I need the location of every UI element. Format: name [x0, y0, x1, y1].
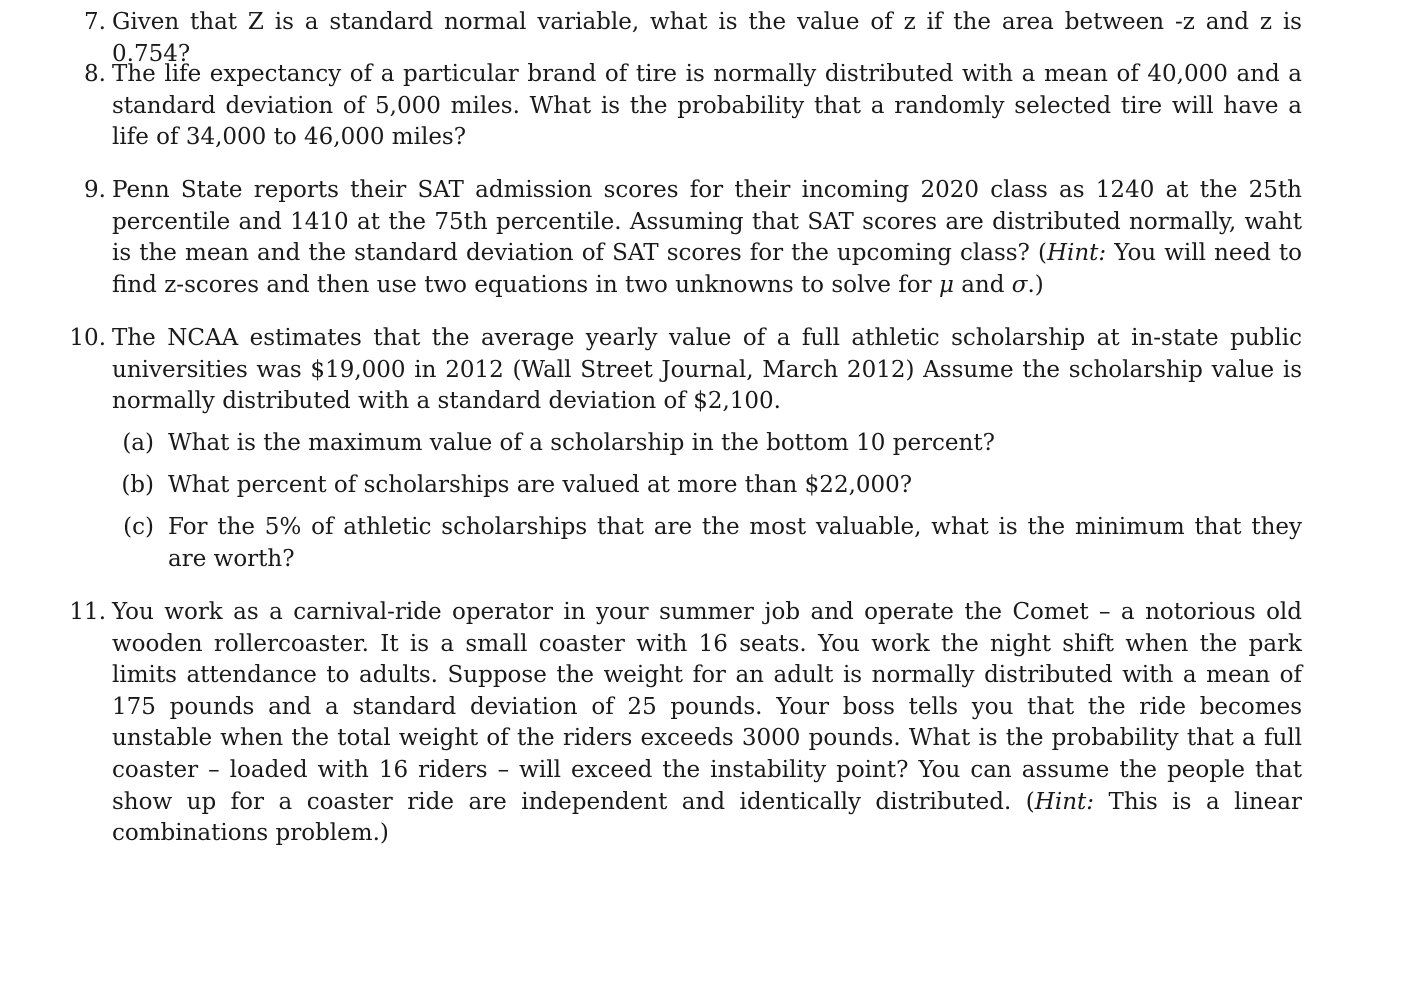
problem-9-number: 9.: [84, 177, 106, 203]
part-c-label: (c): [123, 514, 154, 540]
problem-9-hint-label: Hint:: [1046, 240, 1107, 267]
problem-11-text: You work as a carnival-ride operator in your summer job and operate the Comet – a notorious old wooden rollercoaster. It is a small coaster with 16 seats. You work the night shift when the park limits attendance to adults. Suppose the weight for an adult is normally distributed with a mean of 175 pounds and a standard deviation of 25 pounds. Your boss tells you that the ride becomes unstable when the total weight of the riders exceeds 3000 pounds. What is the probability that a full coaster – loaded with 16 riders – will exceed the instability point? You can assume the people that show up for a coaster ride are independent and identically distributed. (: [112, 599, 1302, 815]
sigma-symbol: σ: [1011, 271, 1028, 298]
problem-11-hint-label: Hint:: [1034, 788, 1095, 815]
problem-9-text: Penn State reports their SAT admission scores for their incoming 2020 class as 1240 at the 25th percentile and 1410 at the 75th percentile. Assuming that SAT scores are distributed normally, waht is the mean and the standard deviation of SAT scores for the upcoming class? (: [112, 177, 1302, 267]
problem-9-and: and: [953, 271, 1012, 298]
problem-10-number: 10.: [69, 325, 106, 351]
problem-8: [84, 59, 1302, 154]
part-c-text: For the 5% of athletic scholarships that are the most valuable, what is the minimum that they are worth?: [168, 514, 1302, 572]
part-a-text: What is the maximum value of a scholarship in the bottom 10 percent?: [168, 430, 995, 456]
problem-9-hint-text: You will need to find z-scores and then use two equations in two unknowns to solve for: [112, 240, 1302, 298]
problem-7-number: 7.: [84, 9, 106, 35]
problem-11-number: 11.: [69, 599, 106, 625]
part-a-label: (a): [122, 430, 154, 456]
problem-9-end: .): [1027, 271, 1044, 298]
mu-symbol: μ: [938, 271, 954, 298]
problem-9: [84, 175, 1302, 301]
problem-8-number: 8.: [84, 61, 106, 87]
problem-10-part-c: [123, 512, 1302, 575]
problem-10-part-b: [121, 470, 1302, 502]
part-b-label: (b): [121, 472, 154, 498]
problem-11: [69, 597, 1302, 850]
problem-10: [69, 323, 1302, 418]
problem-8-text: The life expectancy of a particular brand of tire is normally distributed with a mean of 40,000 and a standard deviation of 5,000 miles. What is the probability that a randomly selected tire will have a life of 34,000 to 46,000 miles?: [112, 61, 1302, 151]
problem-10-text: The NCAA estimates that the average yearly value of a full athletic scholarship at in-state public universities was $19,000 in 2012 (Wall Street Journal, March 2012) Assume the scholarship value is normally distributed with a standard deviation of $2,100.: [112, 325, 1302, 415]
problem-7-text: Given that Z is a standard normal variable, what is the value of z if the area between -z and z is 0.754?: [112, 9, 1302, 67]
problem-11-hint-text: This is a linear combinations problem.): [112, 788, 1302, 847]
problem-10-part-a: [122, 428, 1302, 460]
part-b-text: What percent of scholarships are valued at more than $22,000?: [168, 472, 913, 498]
